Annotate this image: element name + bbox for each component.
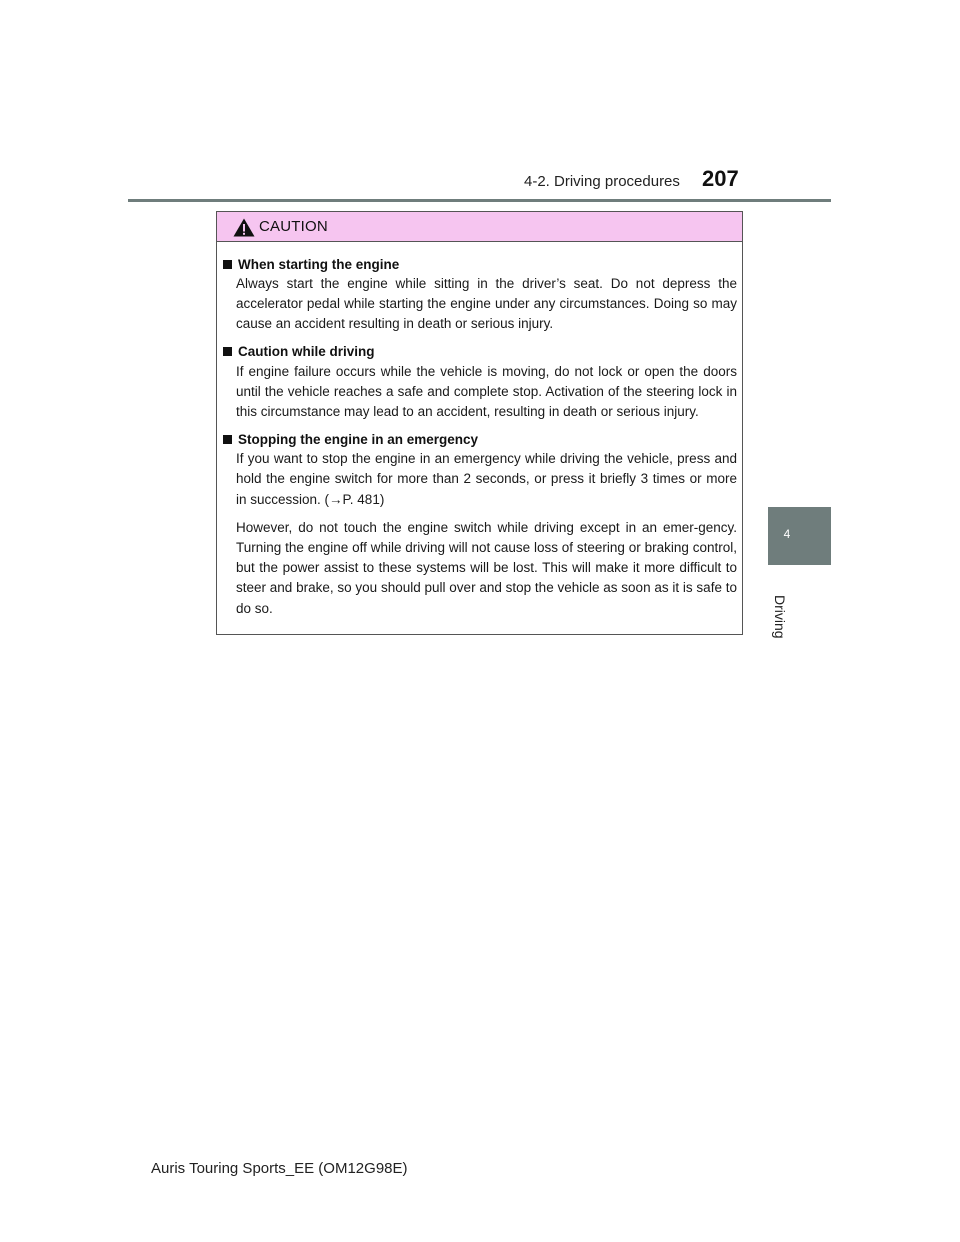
caution-box xyxy=(216,211,743,635)
header-divider xyxy=(128,199,831,202)
item-paragraph: If you want to stop the engine in an emergency while driving the vehicle, press and hold the engine switch for more than 2 seconds, or press it briefly 3 times or more in succession. (→P. 481) xyxy=(236,451,737,507)
square-bullet-icon xyxy=(223,435,232,444)
warning-triangle-icon xyxy=(233,218,255,237)
caution-item-starting-engine xyxy=(223,254,737,335)
caution-item-emergency-stop xyxy=(223,429,737,619)
caution-item-while-driving xyxy=(223,342,737,423)
page-number: 207 xyxy=(702,166,739,191)
item-paragraph: Always start the engine while sitting in the driver’s seat. Do not depress the accelerator pedal while starting the engine under any circumstances. Doing so may cause an accident resulting in death or serious injury. xyxy=(236,276,737,332)
square-bullet-icon xyxy=(223,347,232,356)
chapter-tab-number: 4 xyxy=(783,527,791,541)
caution-header xyxy=(217,212,742,242)
chapter-tab-label: Driving xyxy=(772,595,788,639)
item-heading-text: Caution while driving xyxy=(238,344,375,360)
item-paragraph: However, do not touch the engine switch while driving except in an emer-gency. Turning the engine off while driving will not cause loss of steering or braking control, but the power assist to these systems will be lost. This will make it more difficult to steer and brake, so you should pull over and stop the vehicle as soon as it is safe to do so. xyxy=(236,519,737,616)
item-heading xyxy=(223,254,732,274)
item-heading xyxy=(223,429,732,449)
header-section-title: 4-2. Driving procedures xyxy=(524,173,680,190)
caution-body xyxy=(217,242,742,619)
caution-title: CAUTION xyxy=(259,218,328,235)
item-paragraph: If engine failure occurs while the vehicle is moving, do not lock or open the doors until the vehicle reaches a safe and complete stop. Activation of the steering lock in this circumstance may lead to an accident, resulting in death or serious injury. xyxy=(236,363,737,420)
item-heading-text: When starting the engine xyxy=(238,256,400,272)
document-footer-title: Auris Touring Sports_EE (OM12G98E) xyxy=(151,1160,408,1177)
square-bullet-icon xyxy=(223,260,232,269)
chapter-tab xyxy=(768,507,831,565)
item-heading-text: Stopping the engine in an emergency xyxy=(238,431,479,447)
item-heading xyxy=(223,342,732,362)
